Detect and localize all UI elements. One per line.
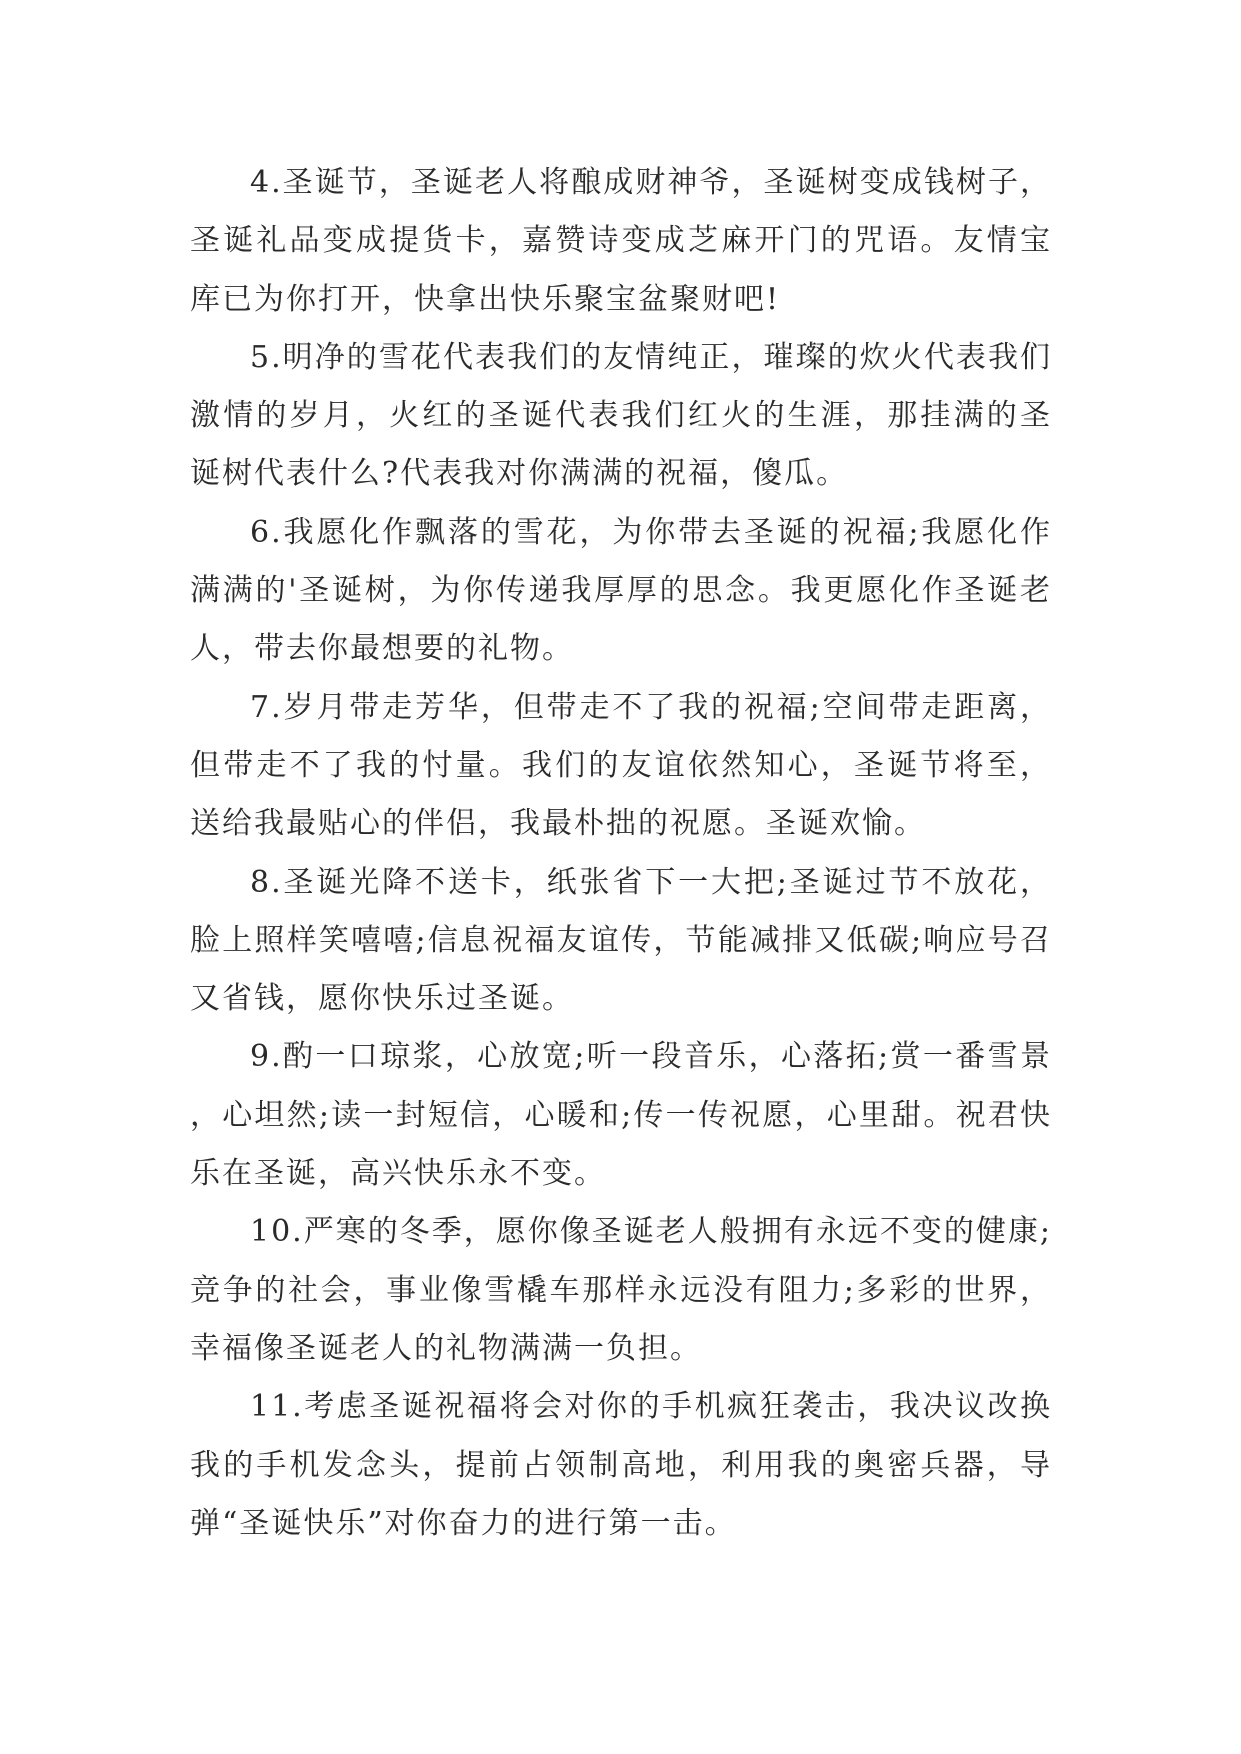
paragraph-7: 7.岁月带走芳华，但带走不了我的祝福;空间带走距离，但带走不了我的忖量。我们的友谊依然知心，圣诞节将至，送给我最贴心的伴侣，我最朴拙的祝愿。圣诞欢愉。 — [190, 689, 1052, 842]
paragraph-4: 4.圣诞节，圣诞老人将酿成财神爷，圣诞树变成钱树子，圣诞礼品变成提货卡，嘉赞诗变成芝麻开门的咒语。友情宝库已为你打开，快拿出快乐聚宝盆聚财吧! — [190, 165, 1052, 317]
paragraph-8: 8.圣诞光降不送卡，纸张省下一大把;圣诞过节不放花，脸上照样笑嘻嘻;信息祝福友谊传，节能减排又低碳;响应号召又省钱，愿你快乐过圣诞。 — [190, 864, 1052, 1017]
paragraph-9: 9.酌一口琼浆，心放宽;听一段音乐，心落拓;赏一番雪景，心坦然;读一封短信，心暖和;传一传祝愿，心里甜。祝君快乐在圣诞，高兴快乐永不变。 — [190, 1039, 1052, 1192]
paragraph-10: 10.严寒的冬季，愿你像圣诞老人般拥有永远不变的健康;竞争的社会，事业像雪橇车那样永远没有阻力;多彩的世界，幸福像圣诞老人的礼物满满一负担。 — [190, 1214, 1052, 1366]
paragraph-5: 5.明净的雪花代表我们的友情纯正，璀璨的炊火代表我们激情的岁月，火红的圣诞代表我们红火的生涯，那挂满的圣诞树代表什么?代表我对你满满的祝福，傻瓜。 — [190, 339, 1052, 492]
document-body — [190, 154, 1052, 1553]
paragraph-11: 11.考虑圣诞祝福将会对你的手机疯狂袭击，我决议改换我的手机发念头，提前占领制高地，利用我的奥密兵器，导弹“圣诞快乐”对你奋力的进行第一击。 — [190, 1389, 1052, 1541]
paragraph-6: 6.我愿化作飘落的雪花，为你带去圣诞的祝福;我愿化作满满的'圣诞树，为你传递我厚厚的思念。我更愿化作圣诞老人，带去你最想要的礼物。 — [190, 514, 1052, 667]
